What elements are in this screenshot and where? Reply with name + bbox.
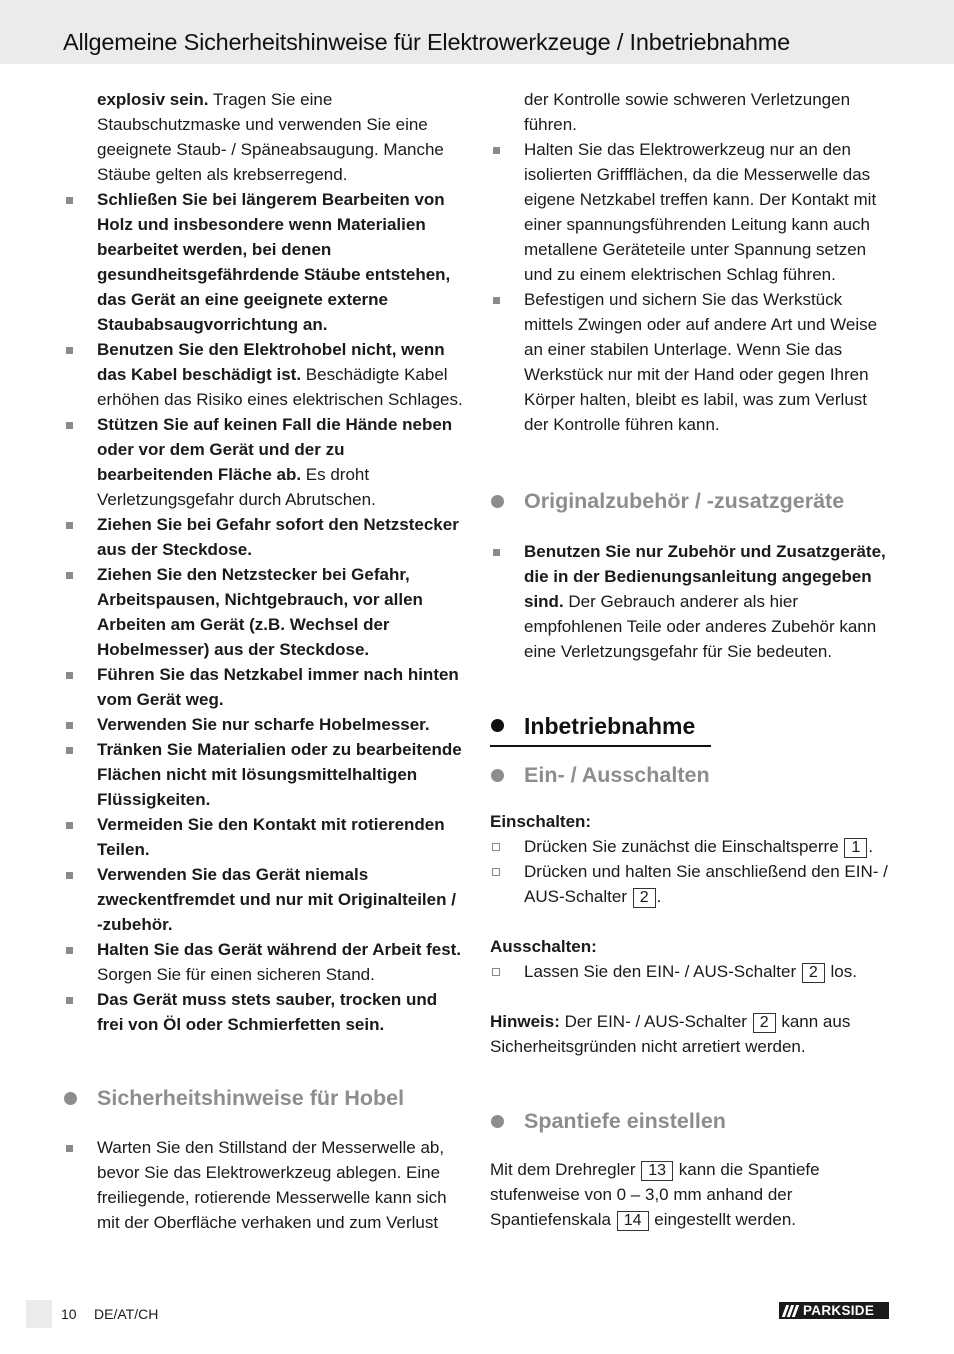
square-bullet-icon xyxy=(493,549,500,556)
list-item: Halten Sie das Gerät während der Arbeit fest. Sorgen Sie für einen sicheren Stand. xyxy=(63,937,463,987)
square-bullet-icon xyxy=(66,872,73,879)
section-dot-icon xyxy=(491,769,504,782)
left-column xyxy=(63,87,463,1235)
part-reference: 2 xyxy=(802,963,825,983)
square-bullet-icon xyxy=(66,822,73,829)
open-square-bullet-icon xyxy=(492,843,500,851)
list-item: Halten Sie das Elektrowerkzeug nur an den isolierten Griffflächen, da die Messerwelle das eigene Netzkabel treffen kann. Der Kontakt mit einer spannungsführenden Leitung kann auch metallene Geräteteile unter Spannung setzen und zu einem elektrischen Schlag führen. xyxy=(490,137,890,287)
heading-underline xyxy=(490,745,711,747)
section-heading-on-off: Ein- / Ausschalten xyxy=(490,761,890,789)
right-column xyxy=(490,87,890,1232)
list-item: Ziehen Sie bei Gefahr sofort den Netzstecker aus der Steckdose. xyxy=(63,512,463,562)
part-reference: 1 xyxy=(844,838,867,858)
continued-paragraph: der Kontrolle sowie schweren Verletzungen führen. xyxy=(524,90,851,134)
part-reference: 2 xyxy=(633,888,656,908)
logo-stripes-icon xyxy=(784,1305,799,1317)
square-bullet-icon xyxy=(66,572,73,579)
footer-tab xyxy=(26,1300,52,1328)
open-square-bullet-icon xyxy=(492,868,500,876)
list-item: Schließen Sie bei längerem Bearbeiten von Holz und insbesondere wenn Materialien bearbeitet werden, bei denen gesundheitsgefährdende Stäube entstehen, das Gerät an eine geeignete externe Staubabsaugvorrichtung an. xyxy=(63,187,463,337)
list-item: Benutzen Sie nur Zubehör und Zusatzgeräte, die in der Bedienungsanleitung angegeben sind. Der Gebrauch anderer als hier empfohlenen Teile oder anderes Zubehör kann eine Verletzungsgefahr für Sie bedeuten. xyxy=(490,539,890,664)
square-bullet-icon xyxy=(66,347,73,354)
square-bullet-icon xyxy=(66,197,73,204)
square-bullet-icon xyxy=(66,747,73,754)
section-dot-icon xyxy=(491,495,504,508)
list-item: Das Gerät muss stets sauber, trocken und frei von Öl oder Schmierfetten sein. xyxy=(63,987,463,1037)
section-heading-accessories: Originalzubehör / -zusatzgeräte xyxy=(490,487,890,515)
list-item: Vermeiden Sie den Kontakt mit rotierenden Teilen. xyxy=(63,812,463,862)
list-item: Benutzen Sie den Elektrohobel nicht, wenn das Kabel beschädigt ist. Beschädigte Kabel erhöhen das Risiko eines elektrischen Schlages. xyxy=(63,337,463,412)
part-reference: 14 xyxy=(617,1211,649,1231)
square-bullet-icon xyxy=(493,147,500,154)
depth-paragraph: Mit dem Drehregler 13 kann die Spantiefe stufenweise von 0 – 3,0 mm anhand der Spantiefenskala 14 eingestellt werden. xyxy=(490,1160,820,1229)
step-item: Drücken und halten Sie anschließend den EIN- / AUS-Schalter 2 . xyxy=(490,859,890,909)
open-square-bullet-icon xyxy=(492,968,500,976)
section-heading-planer-safety: Sicherheitshinweise für Hobel xyxy=(63,1084,463,1112)
square-bullet-icon xyxy=(66,1145,73,1152)
square-bullet-icon xyxy=(66,522,73,529)
square-bullet-icon xyxy=(66,422,73,429)
page-header xyxy=(0,0,954,64)
list-item: Stützen Sie auf keinen Fall die Hände neben oder vor dem Gerät und der zu bearbeitenden Fläche ab. Es droht Verletzungsgefahr durch Abrutschen. xyxy=(63,412,463,512)
section-heading-commissioning: Inbetriebnahme xyxy=(490,711,890,741)
continued-paragraph xyxy=(63,87,463,187)
language-codes: DE/AT/CH xyxy=(94,1306,159,1322)
list-item: Warten Sie den Stillstand der Messerwelle ab, bevor Sie das Elektrowerkzeug ablegen. Eine freiliegende, rotierende Messerwelle kann sich mit der Oberfläche verhaken und zum Verlust xyxy=(63,1135,463,1235)
section-dot-icon xyxy=(491,1115,504,1128)
list-item: Tränken Sie Materialien oder zu bearbeitende Flächen nicht mit lösungsmittelhaltigen Flüssigkeiten. xyxy=(63,737,463,812)
page-number: 10 xyxy=(61,1306,77,1322)
continued-text: Tragen Sie eine Staubschutzmaske und verwenden Sie eine geeignete Staub- / Späneabsaugung. Manche Stäube gelten als krebserregend. xyxy=(97,90,444,184)
step-item: Lassen Sie den EIN- / AUS-Schalter 2 los. xyxy=(490,959,890,984)
square-bullet-icon xyxy=(493,297,500,304)
continued-bold: explosiv sein. xyxy=(97,90,209,109)
list-item: Verwenden Sie das Gerät niemals zweckentfremdet und nur mit Originalteilen / -zubehör. xyxy=(63,862,463,937)
list-item: Führen Sie das Netzkabel immer nach hinten vom Gerät weg. xyxy=(63,662,463,712)
section-dot-icon xyxy=(64,1092,77,1105)
switch-on-label: Einschalten: xyxy=(490,812,592,831)
list-item: Befestigen und sichern Sie das Werkstück mittels Zwingen oder auf andere Art und Weise an einer stabilen Unterlage. Wenn Sie das Werkstück nur mit der Hand oder gegen Ihren Körper halten, bleibt es labil, was zum Verlust der Kontrolle führen kann. xyxy=(490,287,890,437)
note-paragraph: Hinweis: Der EIN- / AUS-Schalter 2 kann aus Sicherheitsgründen nicht arretiert werden. xyxy=(490,1012,851,1056)
parkside-logo xyxy=(779,1302,889,1319)
section-heading-cutting-depth: Spantiefe einstellen xyxy=(490,1107,890,1135)
part-reference: 13 xyxy=(641,1161,673,1181)
step-item: Drücken Sie zunächst die Einschaltsperre 1 . xyxy=(490,834,890,859)
section-dot-icon xyxy=(491,719,504,732)
switch-off-label: Ausschalten: xyxy=(490,937,597,956)
square-bullet-icon xyxy=(66,672,73,679)
list-item: Verwenden Sie nur scharfe Hobelmesser. xyxy=(63,712,463,737)
square-bullet-icon xyxy=(66,722,73,729)
square-bullet-icon xyxy=(66,997,73,1004)
page-title: Allgemeine Sicherheitshinweise für Elektrowerkzeuge / Inbetriebnahme xyxy=(63,29,791,55)
brand-name: PARKSIDE xyxy=(803,1303,875,1318)
part-reference: 2 xyxy=(753,1013,776,1033)
list-item: Ziehen Sie den Netzstecker bei Gefahr, Arbeitspausen, Nichtgebrauch, vor allen Arbeiten am Gerät (z.B. Wechsel der Hobelmesser) aus der Steckdose. xyxy=(63,562,463,662)
square-bullet-icon xyxy=(66,947,73,954)
